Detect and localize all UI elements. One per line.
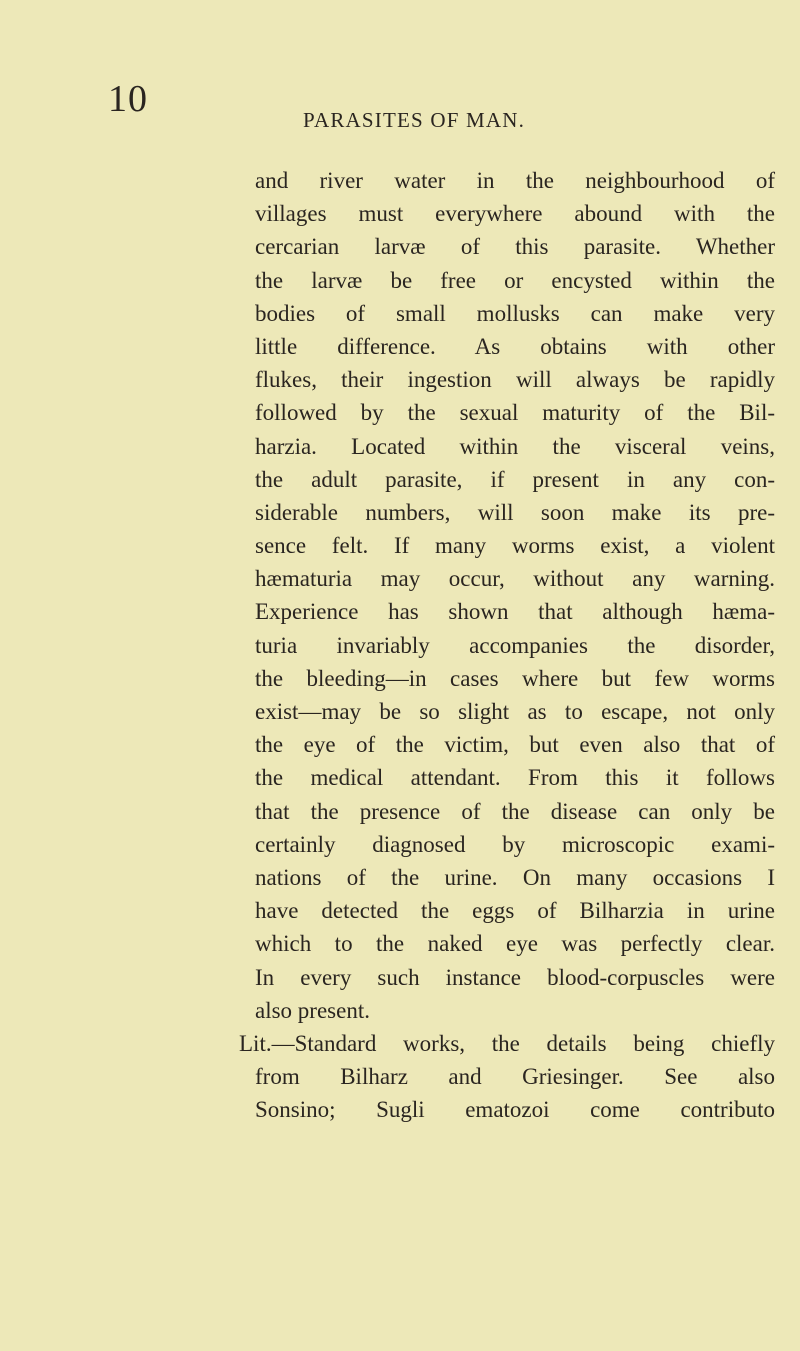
page-number: 10 <box>108 78 148 120</box>
text-line: sence felt. If many worms exist, a violent <box>255 533 775 559</box>
text-line: In every such instance blood-corpuscles were <box>255 964 775 990</box>
text-line: cercarian larvæ of this parasite. Whether <box>255 234 775 260</box>
text-line: the adult parasite, if present in any con- <box>255 466 775 492</box>
text-line: siderable numbers, will soon make its pre- <box>255 499 775 525</box>
text-line: have detected the eggs of Bilharzia in urine <box>255 898 775 924</box>
text-line: Experience has shown that although hæma- <box>255 599 775 625</box>
text-line-literature: Lit.—Standard works, the details being chiefly <box>239 1030 775 1056</box>
text-line: followed by the sexual maturity of the Bil- <box>255 400 775 426</box>
text-line: that the presence of the disease can only be <box>255 798 775 824</box>
text-line: certainly diagnosed by microscopic exami- <box>255 831 775 857</box>
text-line: which to the naked eye was perfectly clear. <box>255 931 775 957</box>
text-line: flukes, their ingestion will always be rapidly <box>255 367 775 393</box>
body-text <box>239 164 775 1126</box>
text-line: the medical attendant. From this it follows <box>255 765 775 791</box>
text-line: and river water in the neighbourhood of <box>255 168 775 193</box>
text-line: nations of the urine. On many occasions I <box>255 864 775 890</box>
text-line: villages must everywhere abound with the <box>255 201 775 227</box>
running-head: PARASITES OF MAN. <box>303 108 526 132</box>
text-line: hæmaturia may occur, without any warning. <box>255 566 775 592</box>
text-line: harzia. Located within the visceral veins, <box>255 433 775 459</box>
text-line: turia invariably accompanies the disorder, <box>255 632 775 658</box>
text-line: exist—may be so slight as to escape, not only <box>255 699 775 724</box>
text-line: from Bilharz and Griesinger. See also <box>255 1064 775 1090</box>
text-line: the eye of the victim, but even also that of <box>255 732 775 758</box>
text-line: also present. <box>255 997 370 1023</box>
text-line: the bleeding—in cases where but few worms <box>255 665 775 691</box>
text-line: little difference. As obtains with other <box>255 333 775 359</box>
text-line: bodies of small mollusks can make very <box>255 300 775 326</box>
text-line: Sonsino; Sugli ematozoi come contributo <box>255 1097 775 1123</box>
text-line: the larvæ be free or encysted within the <box>255 267 775 293</box>
